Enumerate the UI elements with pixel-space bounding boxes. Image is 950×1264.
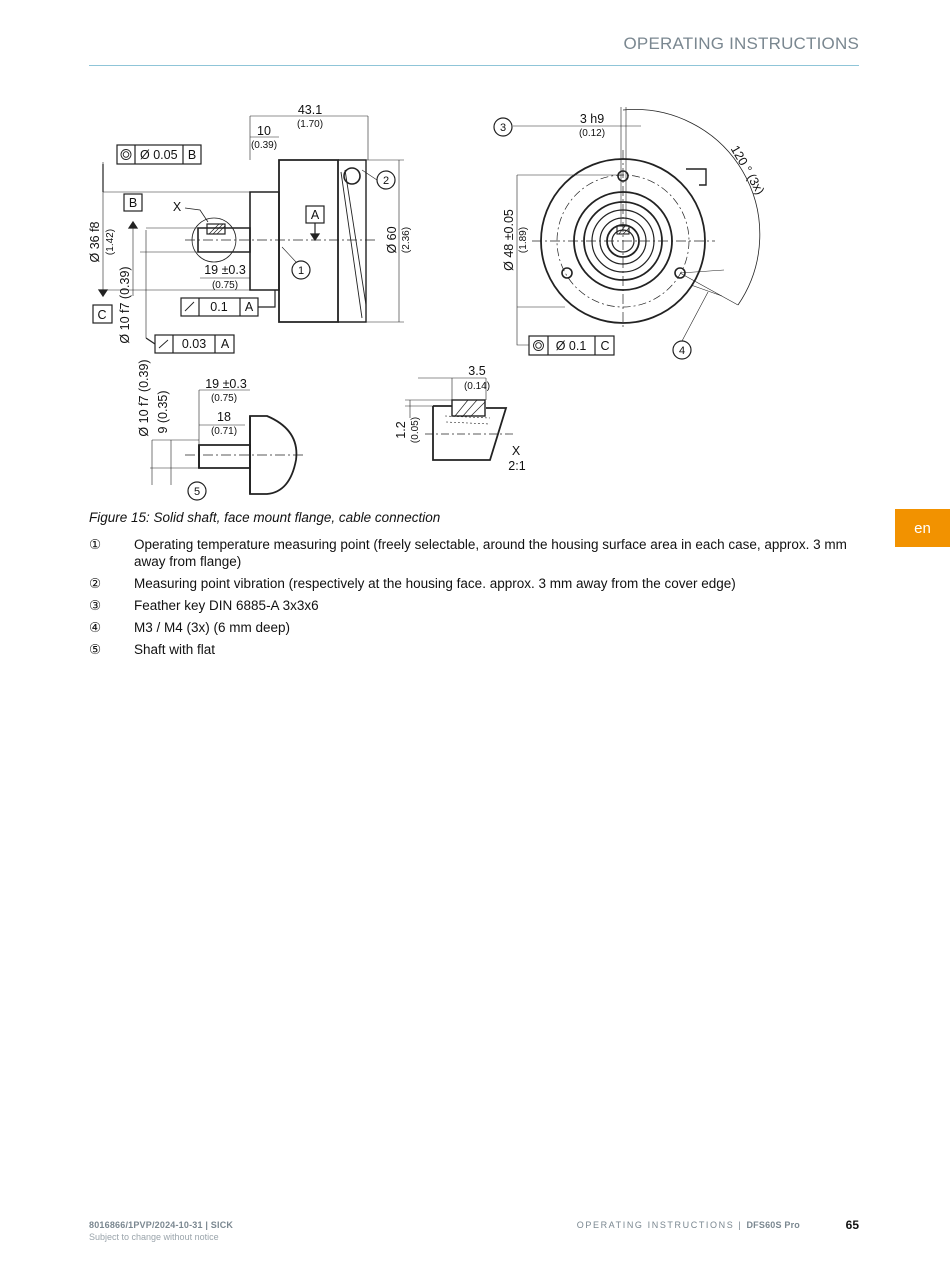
- dim-dia-60: Ø 60: [385, 226, 399, 254]
- legend-number: ②: [89, 576, 102, 591]
- dim-flange-thickness: 10: [257, 124, 271, 138]
- technical-drawing: [80, 95, 768, 505]
- detail-label: X: [511, 444, 521, 458]
- legend-item: [89, 597, 859, 614]
- callout-4: 4: [678, 345, 686, 357]
- gdt-runout-2: 0.03: [181, 337, 207, 351]
- callout-1: 1: [297, 265, 305, 277]
- figure-caption: Figure 15: Solid shaft, face mount flange, cable connection: [89, 510, 441, 525]
- dim-key-width-in: (0.12): [578, 128, 606, 139]
- header-divider: [89, 65, 859, 66]
- dim-flat-depth: 9 (0.35): [156, 390, 170, 434]
- footer-title-text: OPERATING INSTRUCTIONS |: [576, 1220, 743, 1230]
- dim-dia-36-in: (1.42): [105, 228, 116, 256]
- legend-item: [89, 536, 859, 570]
- dim-key-depth-in: (0.14): [463, 381, 491, 392]
- legend-text: M3 / M4 (3x) (6 mm deep): [134, 620, 291, 635]
- dim-dia-48-in: (1.89): [518, 226, 529, 254]
- dim-key-width: 3 h9: [579, 112, 605, 126]
- legend-number: ④: [89, 620, 102, 635]
- gdt-datum-b-ref: B: [187, 148, 197, 162]
- dim-dia-60-in: (2.36): [401, 226, 412, 254]
- legend-number: ③: [89, 598, 102, 613]
- language-tab[interactable]: en: [895, 509, 950, 547]
- header-title: OPERATING INSTRUCTIONS: [623, 34, 859, 53]
- gdt-runout-2-datum: A: [220, 337, 230, 351]
- callout-3: 3: [499, 122, 507, 134]
- legend-list: [89, 536, 859, 663]
- gdt-concentricity-c: Ø 0.1: [555, 339, 587, 353]
- dim-flat-length: 18: [217, 410, 231, 424]
- dim-key-height-in: (0.05): [410, 416, 421, 444]
- legend-text: Measuring point vibration (respectively at the housing face. approx. 3 mm away from the cover edge): [134, 576, 736, 591]
- legend-text: Operating temperature measuring point (freely selectable, around the housing surface area in each case, approx. 3 mm away from flange): [134, 537, 847, 569]
- datum-b: B: [128, 196, 138, 210]
- dim-flange-thickness-in: (0.39): [250, 140, 278, 151]
- dim-flat-shaft-length: 19 ±0.3: [205, 377, 247, 391]
- gdt-datum-c-ref: C: [600, 339, 610, 353]
- gdt-runout-1: 0.1: [210, 300, 228, 314]
- callout-5: 5: [193, 486, 201, 498]
- dim-key-depth: 3.5: [468, 364, 486, 378]
- dim-flat-dia: Ø 10 f7 (0.39): [137, 359, 151, 437]
- footer-title: [577, 1220, 800, 1230]
- dim-shaft-length: 19 ±0.3: [204, 263, 246, 277]
- legend-text: Feather key DIN 6885-A 3x3x6: [134, 598, 319, 613]
- datum-a: A: [310, 208, 320, 222]
- dim-flat-length-in: (0.71): [210, 426, 238, 437]
- dim-shaft-length-in: (0.75): [211, 280, 239, 291]
- legend-text: Shaft with flat: [134, 642, 216, 657]
- dim-overall-length-in: (1.70): [296, 119, 324, 130]
- gdt-runout-1-datum: A: [244, 300, 254, 314]
- gdt-concentricity-b: Ø 0.05: [140, 148, 178, 162]
- footer-note: Subject to change without notice: [89, 1232, 219, 1242]
- dim-dia-36: Ø 36 f8: [88, 221, 102, 263]
- legend-item: [89, 619, 859, 636]
- detail-scale: 2:1: [508, 459, 526, 473]
- dim-angle: 120 ° (3x): [727, 142, 768, 198]
- dim-overall-length: 43.1: [297, 103, 323, 117]
- dim-dia-10: Ø 10 f7 (0.39): [118, 266, 132, 344]
- dim-flat-shaft-length-in: (0.75): [210, 393, 238, 404]
- legend-item: [89, 641, 859, 658]
- legend-number: ①: [89, 537, 102, 552]
- detail-marker-x: X: [172, 200, 182, 214]
- footer-product: DFS60S Pro: [746, 1220, 800, 1230]
- datum-c: C: [97, 308, 107, 322]
- footer-doc-id: 8016866/1PVP/2024-10-31 | SICK: [89, 1220, 234, 1230]
- legend-item: [89, 575, 859, 592]
- page-number: 65: [845, 1218, 859, 1232]
- dim-dia-48: Ø 48 ±0.05: [502, 209, 516, 271]
- dim-key-height: 1.2: [394, 421, 408, 439]
- callout-2: 2: [382, 175, 390, 187]
- legend-number: ⑤: [89, 642, 102, 657]
- detail-x-outline: [433, 400, 506, 460]
